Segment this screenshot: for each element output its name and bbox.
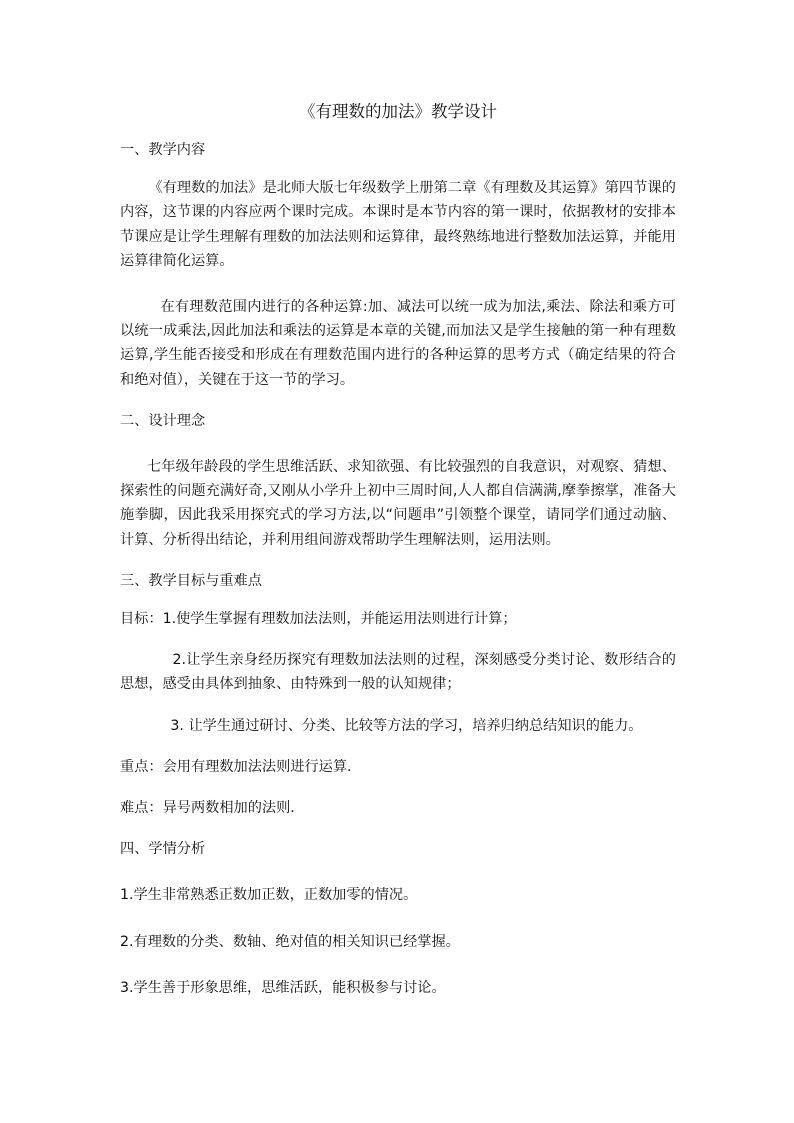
teaching-content-paragraph-2: 在有理数范围内进行的各种运算:加、减法可以统一成为加法,乘法、除法和乘方可以统一成乘法,因此加法和乘法的运算是本章的关键,而加法又是学生接触的第一种有理数运算,学生能否接受和形成在有理数范围内进行的各种运算的思考方式（确定结果的符合和绝对值），关键在于这一节的学习。 [120, 299, 676, 388]
learner-analysis-item-3: 3.学生善于形象思维，思维活跃，能积极参与讨论。 [120, 979, 446, 996]
key-point: 重点：会用有理数加法法则进行运算. [120, 758, 352, 775]
section-heading-design-concept: 二、设计理念 [120, 412, 206, 429]
goal-item-2: 2.让学生亲身经历探究有理数加法法则的过程，深刻感受分类讨论、数形结合的思想，感受由具体到抽象、由特殊到一般的认知规律； [120, 652, 676, 693]
design-concept-paragraph: 七年级年龄段的学生思维活跃、求知欲强、有比较强烈的自我意识，对观察、猜想、探索性的问题充满好奇,又刚从小学升上初中三周时间,人人都自信满满,摩拳擦掌，准备大施拳脚，因此我采用探究式的学习方法,以“问题串”引领整个课堂，请同学们通过动脑、计算、分析得出结论，并利用组间游戏帮助学生理解法则，运用法则。 [120, 459, 676, 548]
section-heading-goals: 三、教学目标与重难点 [120, 572, 262, 589]
learner-analysis-item-1: 1.学生非常熟悉正数加正数，正数加零的情况。 [120, 887, 418, 904]
section-heading-learner-analysis: 四、学情分析 [120, 841, 206, 858]
document-title: 《有理数的加法》教学设计 [299, 102, 497, 121]
teaching-content-paragraph-1: 《有理数的加法》是北师大版七年级数学上册第二章《有理数及其运算》第四节课的内容，这节课的内容应两个课时完成。本课时是本节内容的第一课时，依据教材的安排本节课应是让学生理解有理数的加法法则和运算律，最终熟练地进行整数加法运算，并能用运算律简化运算。 [120, 180, 676, 269]
goal-item-1: 目标：1.使学生掌握有理数加法法则，并能运用法则进行计算； [120, 611, 517, 628]
learner-analysis-item-2: 2.有理数的分类、数轴、绝对值的相关知识已经掌握。 [120, 933, 460, 950]
goal-item-3: 3. 让学生通过研讨、分类、比较等方法的学习，培养归纳总结知识的能力。 [170, 717, 643, 734]
section-heading-teaching-content: 一、教学内容 [120, 142, 206, 158]
document-content [120, 99, 676, 1014]
difficult-point: 难点：异号两数相加的法则. [120, 800, 295, 817]
